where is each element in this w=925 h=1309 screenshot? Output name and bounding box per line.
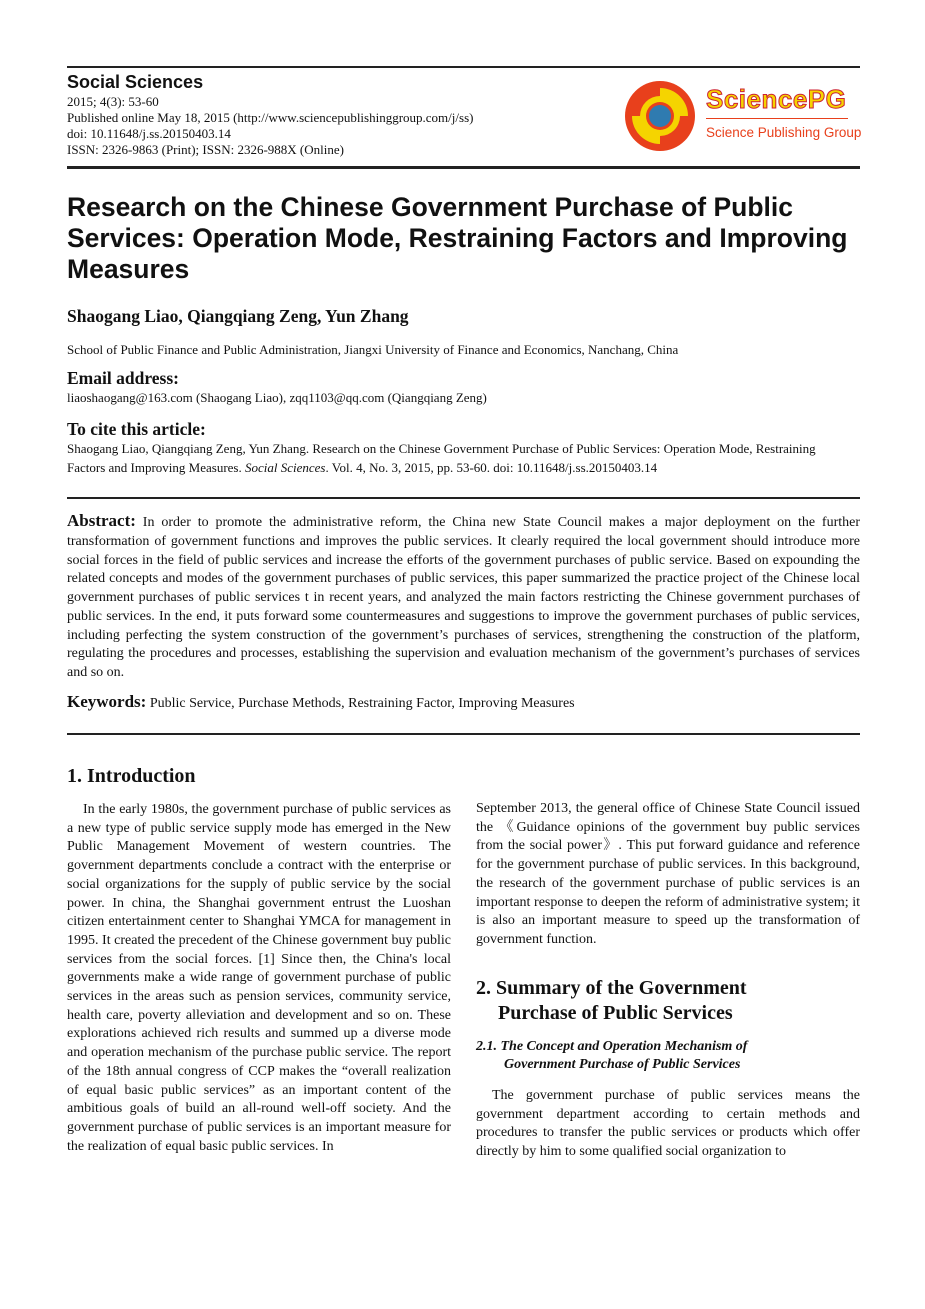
- abstract-text: In order to promote the administrative reform, the China new State Council makes a major deployment on the further transformation of government functions and improves the public services. It clearly required the local government should introduce more social forces in the field of public services and increase the efforts of the government purchases of public service. Based on expounding the related concepts and modes of the government purchases of public services, this paper summarized the practice project of the Chinese local government purchases of public services t in recent years, and analyzed the main factors restricting the Chinese government purchases of public services. In the end, it puts forward some countermeasures and suggestions to improve the government purchases of public services, including perfecting the system construction of the government’s purchases of services, strengthening the construction of the platform, regulating the procedures and processes, establishing the supervision and evaluation mechanism of the government’s purchases of services and so on.: [67, 515, 861, 680]
- abstract-label: Abstract:: [67, 511, 136, 530]
- abstract: [67, 512, 860, 683]
- section-1-title: 1. Introduction: [67, 765, 196, 787]
- article-title: Research on the Chinese Government Purchase of Public Services: Operation Mode, Restraining Factors and Improving Measures: [67, 192, 848, 284]
- cite-heading: To cite this article:: [67, 419, 206, 439]
- issue: 2015; 4(3): 53-60: [67, 94, 159, 109]
- issn: ISSN: 2326-9863 (Print); ISSN: 2326-988X (Online): [67, 142, 344, 157]
- section-2-title: 2. Summary of the Government Purchase of Public Services: [476, 976, 747, 1024]
- cite-section: [67, 419, 860, 477]
- top-rule: [67, 66, 860, 68]
- abstract-top-rule: [67, 497, 860, 499]
- published-date: Published online May 18, 2015 (http://www.sciencepublishinggroup.com/j/ss): [67, 110, 474, 125]
- paragraph: In the early 1980s, the government purchase of public services as a new type of public service supply mode has emerged in the New Public Management Movement of western countries. The government departments conclude a contract with the enterprise or social organizations for the supply of public service by the social power. In china, the Shanghai government entrust the Luoshan citizen entertainment center to Shanghai YMCA for management in 1995. It created the precedent of the Chinese government buy public services from the social forces. [1] Since then, the China's local governments make a wide range of government purchase of public services in the areas such as pension services, community service, health care, poverty alleviation and development and so on. These explorations achieved rich results and summed up a diverse mode and operation mechanism of the purchase public service. The report of the 18th annual congress of CCP makes the “overall realization of equal basic public services” as an important content of the ambitious goals of build an all-round well-off society. And the government purchase of public services is an important measure for the realization of equal basic public services. In: [67, 802, 451, 1154]
- logo-tagline: Science Publishing Group: [706, 125, 862, 140]
- keywords: [67, 692, 575, 712]
- email-addresses: liaoshaogang@163.com (Shaogang Liao), zqq1103@qq.com (Qiangqiang Zeng): [67, 390, 487, 405]
- doi: doi: 10.11648/j.ss.20150403.14: [67, 126, 231, 141]
- paragraph: The government purchase of public services means the government department according to certain methods and procedures to transfer the public services or products which offer directly by him to some qualified social organization to: [476, 1088, 860, 1160]
- keywords-label: Keywords:: [67, 692, 147, 711]
- email-heading: Email address:: [67, 368, 179, 388]
- header-rule: [67, 166, 860, 169]
- paragraph: September 2013, the general office of Chinese State Council issued the 《Guidance opinions of the government buy public services from the social power》. This put forward guidance and reference for the government purchase of public services. In this background, the research of the government purchase of public services is an important response to deepen the reform of administrative system; it is also an important measure to speed up the transformation of government function.: [476, 801, 860, 947]
- email-section: [67, 368, 487, 408]
- logo-emblem-icon: [624, 80, 696, 152]
- journal-meta: [67, 94, 473, 158]
- affiliation: School of Public Finance and Public Administration, Jiangxi University of Finance and Economics, Nanchang, China: [67, 342, 679, 357]
- authors: Shaogang Liao, Qiangqiang Zeng, Yun Zhang: [67, 306, 409, 326]
- sciencepg-logo: [624, 80, 864, 152]
- left-column: [67, 764, 451, 1156]
- abstract-bottom-rule: [67, 733, 860, 735]
- section-2-1-title: 2.1. The Concept and Operation Mechanism of Government Purchase of Public Services: [476, 1038, 748, 1073]
- logo-name: SciencePG: [706, 84, 847, 114]
- right-column: [476, 800, 860, 1162]
- citation: Shaogang Liao, Qiangqiang Zeng, Yun Zhang. Research on the Chinese Government Purchase of Public Services: Operation Mode, Restraining Factors and Improving Measures. Social Sciences. Vol. 4, No. 3, 2015, pp. 53-60. doi: 10.11648/j.ss.20150403.14: [67, 441, 816, 475]
- keywords-text: Public Service, Purchase Methods, Restraining Factor, Improving Measures: [149, 696, 575, 711]
- journal-name: Social Sciences: [67, 72, 204, 92]
